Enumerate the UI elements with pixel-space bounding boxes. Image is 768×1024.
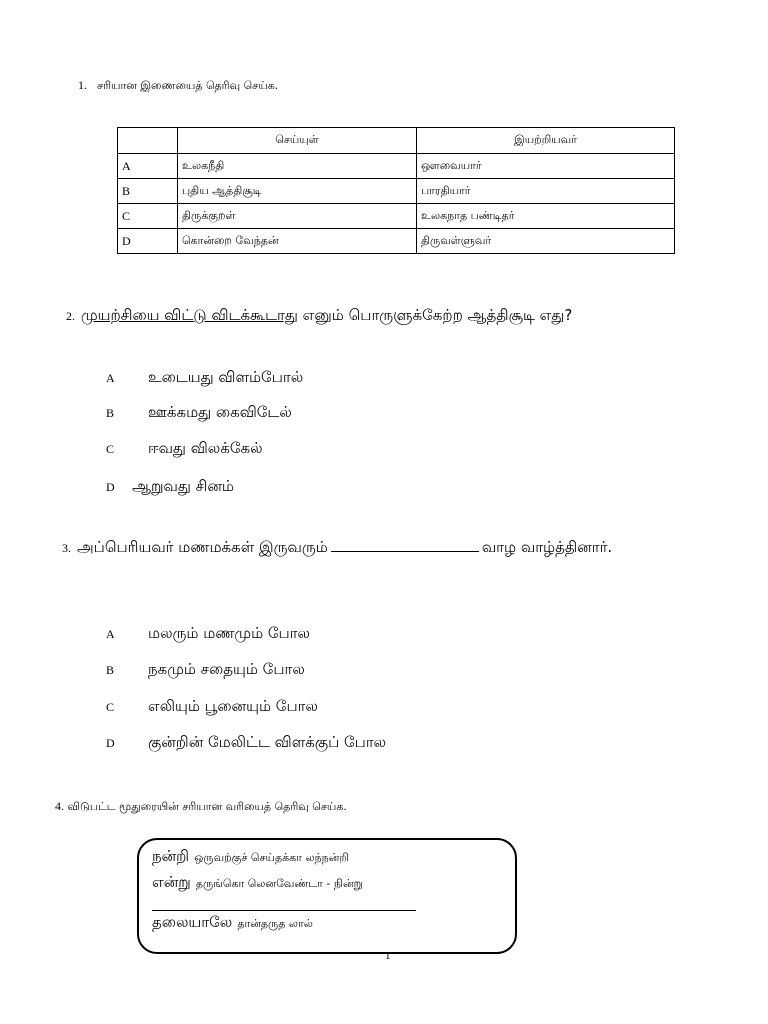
q1-header-author: இயற்றியவர்	[417, 128, 675, 154]
q3-question	[62, 538, 612, 558]
q2-option-d[interactable]	[106, 477, 234, 497]
row-author: பாரதியார்	[417, 179, 675, 204]
table-row	[118, 204, 675, 229]
q1-table	[117, 127, 675, 254]
poem-line-rest: தருங்கொ லெனவேண்டா - நின்று	[195, 877, 363, 890]
q1-header-blank	[118, 128, 178, 154]
table-row	[118, 179, 675, 204]
row-author: திருவள்ளுவர்	[417, 229, 675, 254]
poem-line-word: என்று	[152, 873, 191, 891]
poem-line-rest: தான்தருத லால்	[237, 917, 313, 930]
q1-instruction-text: சரியான இணையைத் தெரிவு செய்க.	[97, 79, 279, 92]
poem-line-3	[152, 912, 313, 933]
page-number: 1	[385, 950, 391, 962]
poem-line-word: தலையாலே	[152, 913, 233, 931]
option-text: எலியும் பூனையும் போல	[148, 697, 318, 715]
option-text: ஊக்கமது கைவிடேல்	[148, 403, 292, 421]
q2-option-c[interactable]	[106, 439, 263, 459]
q2-underlined-phrase: முயற்சியை விட்டு விடக்கூடாது	[81, 306, 298, 324]
option-text: உடையது விளம்போல்	[148, 368, 304, 386]
row-poem: கொன்றை வேந்தன்	[178, 229, 417, 254]
q1-number: 1.	[78, 78, 87, 92]
row-letter: D	[118, 229, 178, 254]
poem-line-word: நன்றி	[152, 847, 190, 865]
q3-question-before: அப்பெரியவர் மணமக்கள் இருவரும்	[77, 538, 328, 556]
table-row	[118, 229, 675, 254]
q1-instruction	[78, 78, 278, 94]
option-letter: B	[106, 406, 115, 420]
q2-question	[66, 306, 572, 326]
row-author: ஔவையார்	[417, 154, 675, 179]
q1-header-poem: செய்யுள்	[178, 128, 417, 154]
q3-option-a[interactable]	[106, 624, 310, 644]
poem-line-rest: ஒருவற்குச் செய்தக்கா லந்நன்றி	[194, 851, 349, 864]
row-author: உலகநாத பண்டிதர்	[417, 204, 675, 229]
q3-option-d[interactable]	[106, 733, 386, 753]
q4-instruction-text: விடுபட்ட மூதுரையின் சரியான வரியைத் தெரிவு செய்க.	[67, 800, 347, 813]
q3-option-b[interactable]	[106, 660, 305, 680]
option-letter: D	[106, 480, 115, 494]
option-text: நகமும் சதையும் போல	[148, 660, 305, 678]
option-text: ஆறுவது சினம்	[132, 477, 235, 495]
q2-option-a[interactable]	[106, 368, 303, 388]
row-poem: திருக்குறள்	[178, 204, 417, 229]
poem-line-1	[152, 846, 349, 867]
poem-line-2	[152, 872, 363, 893]
q4-instruction	[55, 799, 347, 815]
option-letter: B	[106, 663, 115, 677]
q3-option-c[interactable]	[106, 697, 318, 717]
row-poem: உலகநீதி	[178, 154, 417, 179]
q4-answer-blank	[152, 910, 416, 911]
option-text: ஈவது விலக்கேல்	[148, 439, 263, 457]
row-letter: A	[118, 154, 178, 179]
option-letter: C	[106, 442, 115, 456]
q3-question-after: வாழ வாழ்த்தினார்.	[481, 538, 613, 556]
option-letter: C	[106, 700, 115, 714]
option-letter: A	[106, 371, 115, 385]
q2-number: 2.	[66, 309, 75, 323]
q4-number: 4.	[55, 799, 64, 813]
q3-number: 3.	[62, 541, 71, 555]
option-text: மலரும் மணமும் போல	[148, 624, 311, 642]
q3-answer-blank	[331, 539, 479, 552]
q2-option-b[interactable]	[106, 403, 292, 423]
option-text: குன்றின் மேலிட்ட விளக்குப் போல	[148, 733, 387, 751]
row-letter: C	[118, 204, 178, 229]
option-letter: A	[106, 627, 115, 641]
table-row	[118, 154, 675, 179]
q1-table-header	[118, 128, 675, 154]
row-letter: B	[118, 179, 178, 204]
option-letter: D	[106, 736, 115, 750]
q2-question-rest: எனும் பொருளுக்கேற்ற ஆத்திசூடி எது?	[297, 306, 573, 324]
row-poem: புதிய ஆத்திசூடி	[178, 179, 417, 204]
